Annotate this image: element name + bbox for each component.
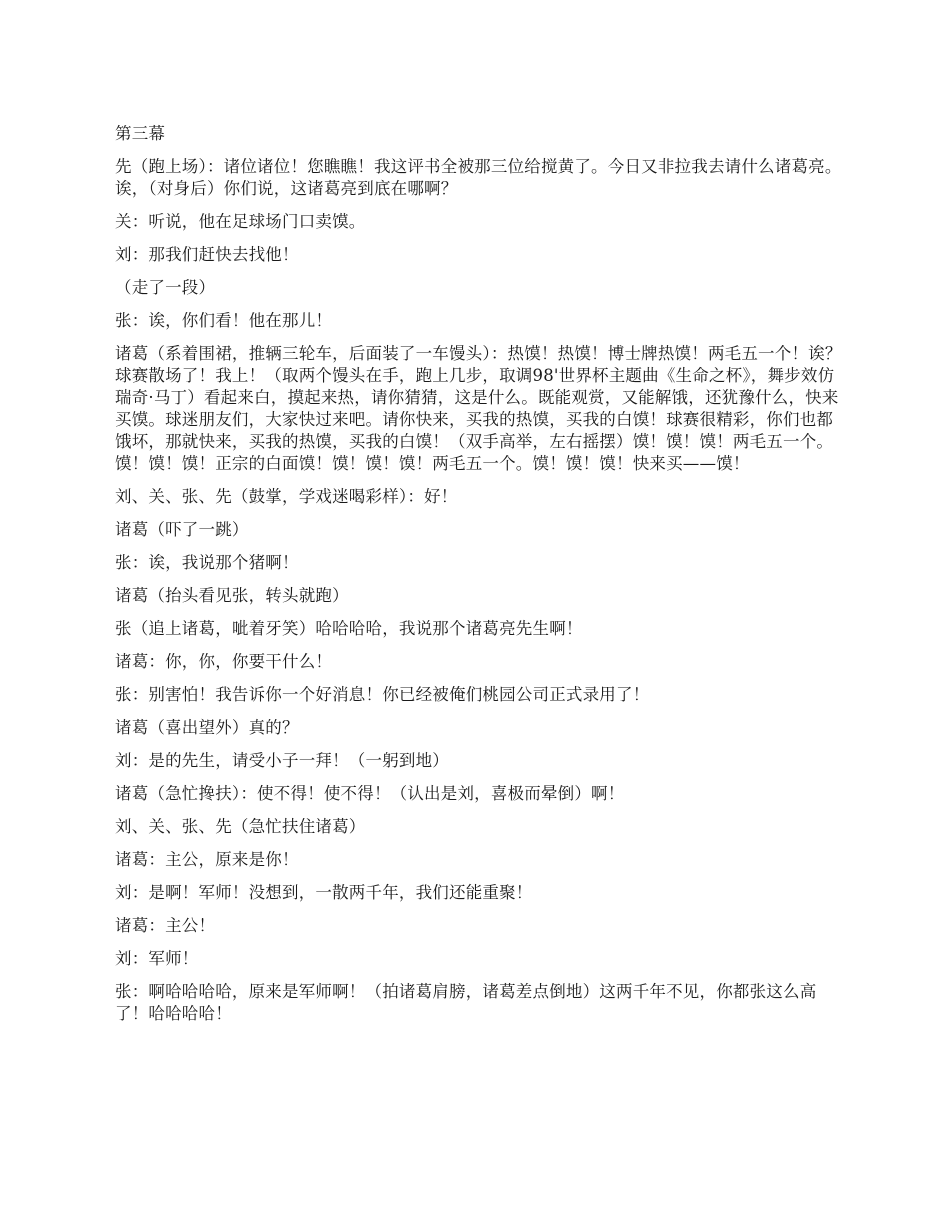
dialogue-line: 关：听说，他在足球场门口卖馍。 [115, 212, 366, 231]
stage-direction: （走了一段） [115, 278, 216, 297]
dialogue-line: 刘、关、张、先（鼓掌，学戏迷喝彩样）：好！ [115, 487, 458, 506]
dialogue-line: 刘：是啊！军师！没想到，一散两千年，我们还能重聚！ [115, 883, 533, 902]
dialogue-line: 诸葛：主公，原来是你！ [115, 850, 299, 869]
dialogue-line: 诸葛：你，你，你要干什么！ [115, 652, 333, 671]
stage-direction: 刘、关、张、先（急忙扶住诸葛） [115, 817, 366, 836]
dialogue-line: 先（跑上场）：诸位诸位！您瞧瞧！我这评书全被那三位给搅黄了。今日又非拉我去请什么诸葛亮。诶，（对身后）你们说，这诸葛亮到底在哪啊？ [115, 157, 842, 198]
dialogue-line: 张：别害怕！我告诉你一个好消息！你已经被俺们桃园公司正式录用了！ [115, 685, 650, 704]
dialogue-line: 诸葛：主公！ [115, 916, 216, 935]
stage-direction: 诸葛（吓了一跳） [115, 520, 249, 539]
dialogue-line: 刘：军师！ [115, 949, 199, 968]
stage-direction: 诸葛（抬头看见张，转头就跑） [115, 586, 349, 605]
dialogue-line: 诸葛（系着围裙，推辆三轮车，后面装了一车馒头）：热馍！热馍！博士牌热馍！两毛五一个！诶？球赛散场了！我上！（取两个馒头在手，跑上几步，取调98'世界杯主题曲《生命之杯》，舞步效仿瑞奇·马丁）看起来白，摸起来热，请你猜猜，这是什么。既能观赏，又能解饿，还犹豫什么，快来买馍。球迷朋友们，大家快过来吧。请你快来，买我的热馍，买我的白馍！球赛很精彩，你们也都饿坏，那就快来，买我的热馍，买我的白馍！（双手高举，左右摇摆）馍！馍！馍！两毛五一个。馍！馍！馍！正宗的白面馍！馍！馍！馍！两毛五一个。馍！馍！馍！快来买——馍！ [115, 344, 842, 473]
dialogue-line: 刘：那我们赶快去找他！ [115, 245, 299, 264]
dialogue-line: 刘：是的先生，请受小子一拜！（一躬到地） [115, 751, 449, 770]
act-heading: 第三幕 [115, 124, 166, 143]
dialogue-line: 诸葛（喜出望外）真的？ [115, 718, 299, 737]
dialogue-line: 诸葛（急忙搀扶）：使不得！使不得！（认出是刘，喜极而晕倒）啊！ [115, 784, 625, 803]
document-page [115, 123, 845, 1036]
dialogue-line: 张（追上诸葛，呲着牙笑）哈哈哈哈，我说那个诸葛亮先生啊！ [115, 619, 583, 638]
dialogue-line: 张：啊哈哈哈哈，原来是军师啊！（拍诸葛肩膀，诸葛差点倒地）这两千年不见，你都张这么高了！哈哈哈哈！ [115, 982, 817, 1023]
dialogue-line: 张：诶，你们看！他在那儿！ [115, 311, 333, 330]
dialogue-line: 张：诶，我说那个猪啊！ [115, 553, 299, 572]
